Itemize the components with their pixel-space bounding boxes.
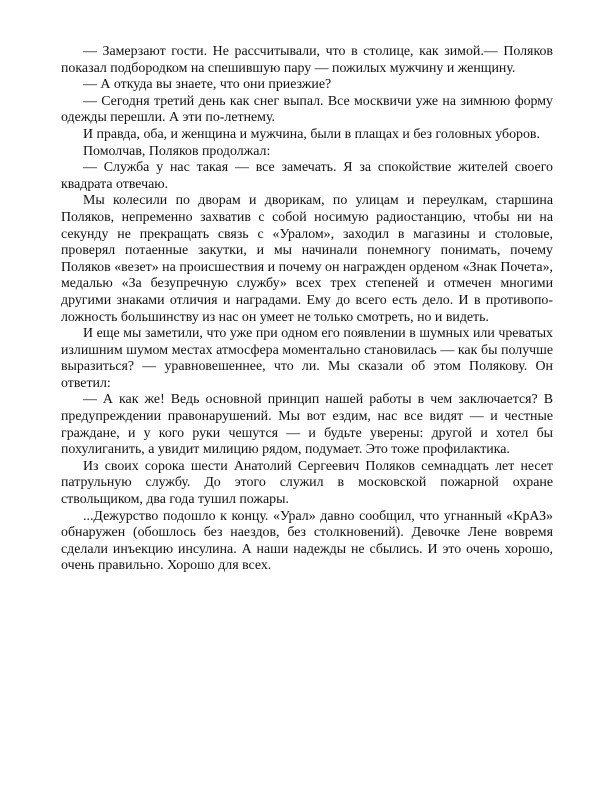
- paragraph: — Замерзают гости. Не рассчитывали, что в столице, как зимой.— Поляков показал подбородком на спешившую пару — пожилых мужчину и женщину.: [61, 44, 553, 76]
- paragraph: ...Дежурство подошло к концу. «Урал» давно сообщил, что угнанный «КрАЗ» обнаружен (обошлось без наездов, без столкновений). Девочке Лене вовремя сделали инъекцию инсулина. А наши надежды не сбылись. И это очень хорошо, очень правильно. Хорошо для всех.: [61, 508, 553, 574]
- paragraph: Помолчав, Поляков продолжал:: [83, 143, 271, 159]
- paragraph: Мы колесили по дворам и дворикам, по улицам и переулкам, старшина Поляков, непременно захватив с собой носимую радиостанцию, чтобы ни на секунду не прекращать связь с «Уралом», заходил в магазины и столовые, проверял потаенные закутки, и мы начинали понемногу понимать, почему Поляков «везет» на происшествия и почему он награжден орденом «Знак Почета», медалью «За безупречную службу» всех трех степеней и отмечен многими другими знаками отличия и наградами. Ему до всего есть дело. И в противоположность большинству из нас он умеет не только смотреть, но и видеть.: [61, 193, 553, 325]
- page-text: [61, 44, 553, 575]
- paragraph: Из своих сорока шести Анатолий Сергеевич Поляков семнадцать лет несет патрульную службу. До этого служил в московской пожарной охране ствольщиком, два года тушил пожары.: [61, 458, 553, 508]
- paragraph: — А откуда вы знаете, что они приезжие?: [83, 77, 332, 93]
- paragraph: И еще мы заметили, что уже при одном его появлении в шумных или чреватых излишним шумом местах атмосфера моментально становилась — как бы получше выразиться? — уравновешеннее, что ли. Мы сказали об этом Полякову. Он ответил:: [61, 326, 553, 391]
- paragraph: — Служба у нас такая — все замечать. Я за спокойствие жителей своего квадрата отвечаю.: [61, 160, 553, 192]
- paragraph: — А как же! Ведь основной принцип нашей работы в чем заключается? В предупреждении правонарушений. Мы вот ездим, нас все видят — и честные граждане, и у кого руки чешутся — и будьте уверены: другой и хотел бы похулиганить, а увидит милицию рядом, подумает. Это тоже профилактика.: [61, 392, 553, 458]
- paragraph: И правда, оба, и женщина и мужчина, были в плащах и без головных уборов.: [83, 126, 540, 142]
- paragraph: — Сегодня третий день как снег выпал. Все москвичи уже на зимнюю форму одежды перешли. А эти по-летнему.: [61, 93, 553, 126]
